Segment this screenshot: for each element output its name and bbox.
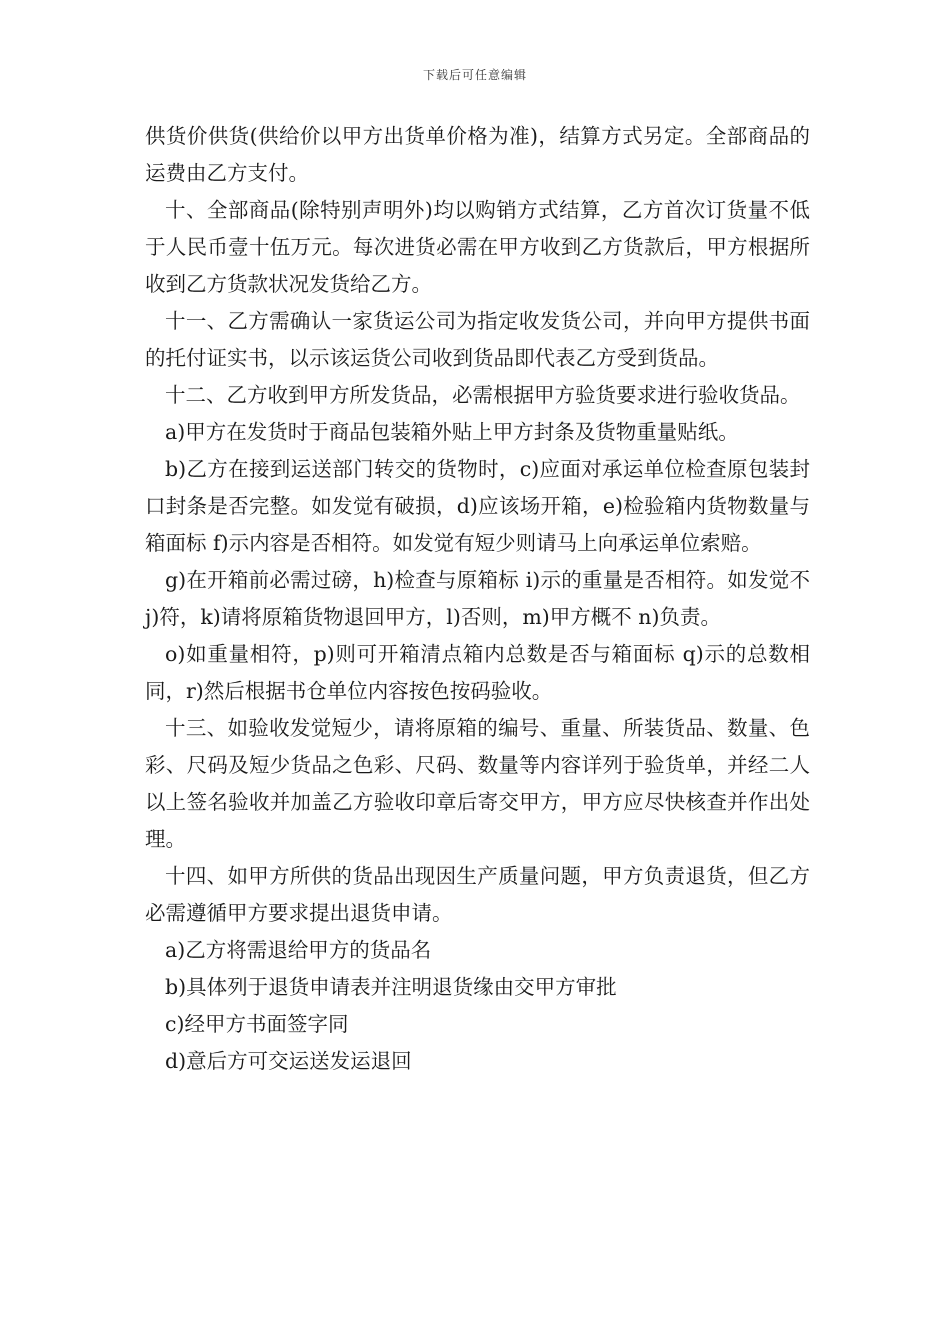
clause-12-item-g: g)在开箱前必需过磅，h)检查与原箱标 i)示的重量是否相符。如发觉不 j)符，k)请将原箱货物退回甲方，l)否则，m)甲方概不 n)负责。 [145, 568, 810, 629]
page-header: 下载后可任意编辑 [422, 68, 527, 82]
clause-14-item-c: c)经甲方书面签字同 [165, 1012, 349, 1036]
clause-12-item-o: o)如重量相符，p)则可开箱清点箱内总数是否与箱面标 q)示的总数相同，r)然后根据书仓单位内容按色按码验收。 [145, 642, 810, 703]
clause-14: 十四、如甲方所供的货品出现因生产质量问题，甲方负责退货，但乙方必需遵循甲方要求提出退货申请。 [145, 864, 810, 925]
clause-14-item-b: b)具体列于退货申请表并注明退货缘由交甲方审批 [165, 975, 617, 999]
clause-14-item-a: a)乙方将需退给甲方的货品名 [165, 938, 432, 962]
clause-10: 十、全部商品(除特别声明外)均以购销方式结算，乙方首次订货量不低于人民币壹十伍万元。每次进货必需在甲方收到乙方货款后，甲方根据所收到乙方货款状况发货给乙方。 [145, 198, 810, 296]
clause-13: 十三、如验收发觉短少，请将原箱的编号、重量、所装货品、数量、色彩、尺码及短少货品之色彩、尺码、数量等内容详列于验货单，并经二人以上签名验收并加盖乙方验收印章后寄交甲方，甲方应尽快核查并作出处理。 [145, 716, 810, 851]
document-body [145, 118, 810, 1080]
paragraph-continuation: 供货价供货(供给价以甲方出货单价格为准)，结算方式另定。全部商品的运费由乙方支付。 [145, 124, 810, 185]
clause-11: 十一、乙方需确认一家货运公司为指定收发货公司，并向甲方提供书面的托付证实书，以示该运货公司收到货品即代表乙方受到货品。 [145, 309, 810, 370]
clause-12: 十二、乙方收到甲方所发货品，必需根据甲方验货要求进行验收货品。 [165, 383, 801, 407]
clause-14-item-d: d)意后方可交运送发运退回 [165, 1049, 412, 1073]
clause-12-item-a: a)甲方在发货时于商品包装箱外贴上甲方封条及货物重量贴纸。 [165, 420, 739, 444]
clause-12-item-b: b)乙方在接到运送部门转交的货物时，c)应面对承运单位检查原包装封口封条是否完整。如发觉有破损，d)应该场开箱，e)检验箱内货物数量与箱面标 f)示内容是否相符。如发觉有短少则请马上向承运单位索赔。 [145, 457, 810, 555]
